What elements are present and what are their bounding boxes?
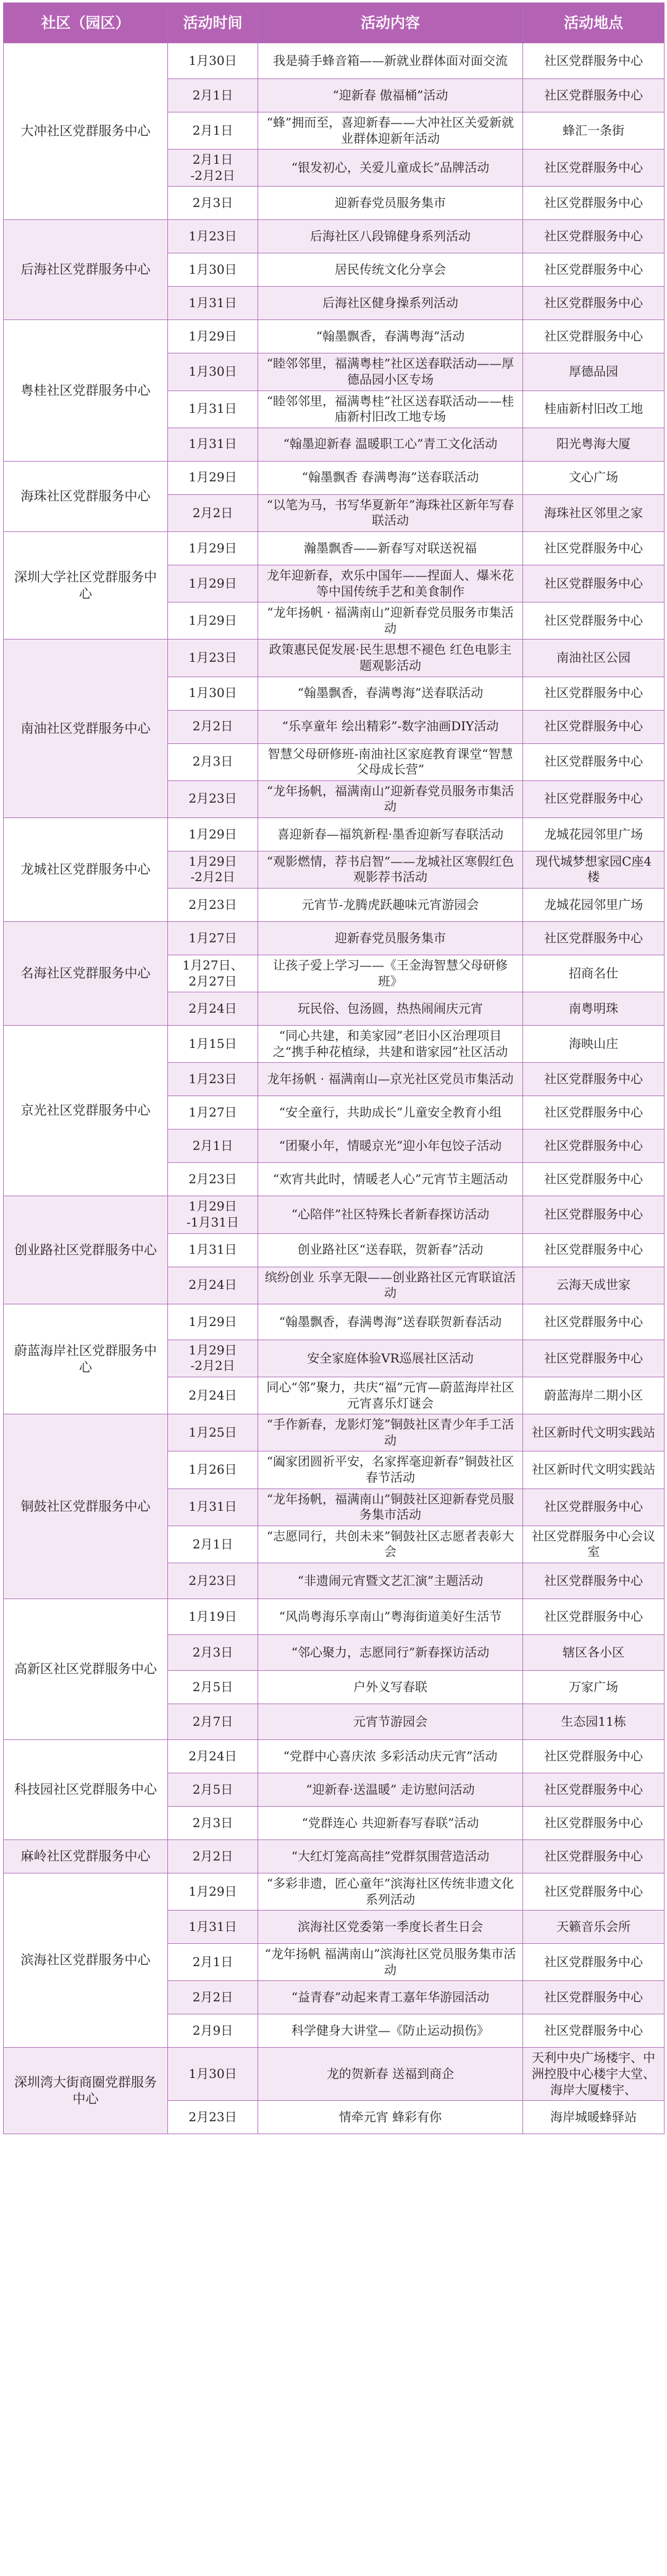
table-row: [4, 817, 665, 851]
activity-place: 社区党群服务中心: [523, 287, 665, 320]
activity-content: “翰墨飘香，春满粤海”活动: [258, 320, 523, 353]
table-row: [4, 461, 665, 494]
activity-place: 社区党群服务中心: [523, 677, 665, 710]
table-row: [4, 2048, 665, 2101]
activity-time: 2月3日: [168, 743, 258, 780]
activity-time: 2月7日: [168, 1704, 258, 1739]
activity-time: 2月9日: [168, 2014, 258, 2048]
activity-place: 社区新时代文明实践站: [523, 1414, 665, 1451]
activity-time: 1月30日: [168, 2048, 258, 2101]
activity-place: 辖区各小区: [523, 1634, 665, 1670]
activity-place: 天籁音乐会所: [523, 1911, 665, 1944]
table-row: [4, 1598, 665, 1634]
activity-place: 社区党群服务中心: [523, 150, 665, 187]
activity-time: 1月29日: [168, 565, 258, 602]
activity-place: 社区党群服务中心会议室: [523, 1526, 665, 1563]
activity-time: 2月1日: [168, 1526, 258, 1563]
activity-place: 文心广场: [523, 461, 665, 494]
activity-content: “龙年扬帆，福满南山”迎新春党员服务市集活动: [258, 780, 523, 817]
table-row: [4, 922, 665, 955]
activity-place: 社区党群服务中心: [523, 1839, 665, 1873]
activity-content: “心陪伴”社区特殊长者新春探访活动: [258, 1196, 523, 1233]
activity-content: “龙年扬帆 · 福满南山”迎新春党员服务市集活动: [258, 602, 523, 640]
activity-place: 社区党群服务中心: [523, 743, 665, 780]
community-name: 京光社区党群服务中心: [4, 1026, 168, 1196]
activity-time: 1月30日: [168, 677, 258, 710]
activity-place: 阳光粤海大厦: [523, 428, 665, 461]
activity-content: “乐享童年 绘出精彩”-数字油画DIY活动: [258, 710, 523, 743]
activity-content: “党群中心喜庆浓 多彩活动庆元宵”活动: [258, 1739, 523, 1773]
header-time: 活动时间: [168, 3, 258, 43]
activity-content: “团聚小年，情暖京光”迎小年包饺子活动: [258, 1130, 523, 1163]
activity-place: 社区党群服务中心: [523, 1096, 665, 1130]
community-name: 名海社区党群服务中心: [4, 922, 168, 1026]
activity-time: 1月15日: [168, 1026, 258, 1063]
activity-content: 政策惠民促发展·民生思想不褪色 红色电影主题观影活动: [258, 640, 523, 677]
activity-time: 2月24日: [168, 992, 258, 1026]
activity-place: 社区党群服务中心: [523, 1773, 665, 1806]
activity-content: “大红灯笼高高挂”党群氛围营造活动: [258, 1839, 523, 1873]
activity-time: 1月29日 -2月2日: [168, 1340, 258, 1377]
activity-place: 社区党群服务中心: [523, 1944, 665, 1981]
activity-content: 元宵节游园会: [258, 1704, 523, 1739]
activity-place: 南粤明珠: [523, 992, 665, 1026]
community-name: 后海社区党群服务中心: [4, 220, 168, 320]
activity-place: 社区党群服务中心: [523, 1304, 665, 1340]
activity-time: 2月2日: [168, 1839, 258, 1873]
activity-content: “安全童行，共助成长”儿童安全教育小组: [258, 1096, 523, 1130]
activity-content: “邻心聚力，志愿同行”新春探访活动: [258, 1634, 523, 1670]
activity-time: 2月2日: [168, 710, 258, 743]
activity-time: 1月29日: [168, 1873, 258, 1910]
activity-place: 社区党群服务中心: [523, 1130, 665, 1163]
activity-time: 2月1日: [168, 1130, 258, 1163]
activity-place: 社区党群服务中心: [523, 1489, 665, 1526]
community-name: 深圳湾大街商圈党群服务中心: [4, 2048, 168, 2134]
table-row: [4, 43, 665, 79]
activity-place: 社区党群服务中心: [523, 220, 665, 253]
activity-place: 社区党群服务中心: [523, 79, 665, 112]
activity-time: 2月3日: [168, 1806, 258, 1839]
activity-time: 1月27日、 2月27日: [168, 955, 258, 992]
activity-content: 安全家庭体验VR巡展社区活动: [258, 1340, 523, 1377]
activity-time: 1月29日: [168, 461, 258, 494]
activity-content: “欢宵共此时，情暖老人心”元宵节主题活动: [258, 1163, 523, 1196]
activity-time: 1月30日: [168, 353, 258, 391]
activity-time: 1月29日: [168, 531, 258, 565]
activity-place: 生态园11栋: [523, 1704, 665, 1739]
activity-content: 智慧父母研修班-南油社区家庭教育课堂“智慧父母成长营”: [258, 743, 523, 780]
header-content: 活动内容: [258, 3, 523, 43]
activity-time: 2月5日: [168, 1670, 258, 1704]
table-row: [4, 1873, 665, 1910]
activity-time: 2月5日: [168, 1773, 258, 1806]
activity-content: 后海社区健身操系列活动: [258, 287, 523, 320]
activity-time: 2月3日: [168, 187, 258, 220]
community-name: 大冲社区党群服务中心: [4, 43, 168, 220]
activity-content: “多彩非遗，匠心童年”滨海社区传统非遗文化系列活动: [258, 1873, 523, 1910]
activity-time: 2月23日: [168, 1563, 258, 1598]
activity-place: 社区党群服务中心: [523, 531, 665, 565]
activity-time: 2月3日: [168, 1634, 258, 1670]
activity-place: 社区党群服务中心: [523, 1981, 665, 2014]
activity-place: 云海天成世家: [523, 1267, 665, 1304]
activity-place: 社区党群服务中心: [523, 253, 665, 287]
activity-time: 1月31日: [168, 428, 258, 461]
activity-time: 2月1日: [168, 1944, 258, 1981]
activity-place: 社区党群服务中心: [523, 1063, 665, 1096]
activity-time: 1月29日 -1月31日: [168, 1196, 258, 1233]
activity-place: 社区党群服务中心: [523, 320, 665, 353]
activity-content: 情牵元宵 蜂彩有你: [258, 2101, 523, 2134]
activity-content: 居民传统文化分享会: [258, 253, 523, 287]
table-row: [4, 1739, 665, 1773]
activity-content: “益青春”动起来青工嘉年华游园活动: [258, 1981, 523, 2014]
activity-place: 社区党群服务中心: [523, 565, 665, 602]
activity-content: 龙年扬帆 · 福满南山—京光社区党员市集活动: [258, 1063, 523, 1096]
activity-content: “银发初心，关爱儿童成长”品牌活动: [258, 150, 523, 187]
community-name: 铜鼓社区党群服务中心: [4, 1414, 168, 1599]
header-row: [4, 3, 665, 43]
activity-time: 1月31日: [168, 391, 258, 428]
activity-time: 2月23日: [168, 2101, 258, 2134]
activity-place: 招商名仕: [523, 955, 665, 992]
activity-content: “翰墨迎新春 温暖职工心”青工文化活动: [258, 428, 523, 461]
activity-time: 2月23日: [168, 1163, 258, 1196]
activity-place: 南油社区公园: [523, 640, 665, 677]
table-row: [4, 531, 665, 565]
activity-time: 2月2日: [168, 1981, 258, 2014]
activity-time: 2月24日: [168, 1377, 258, 1414]
activity-content: “志愿同行，共创未来”铜鼓社区志愿者表彰大会: [258, 1526, 523, 1563]
activity-time: 1月23日: [168, 1063, 258, 1096]
table-row: [4, 220, 665, 253]
activity-place: 厚德品园: [523, 353, 665, 391]
activity-content: “迎新春·送温暖” 走访慰问活动: [258, 1773, 523, 1806]
community-name: 南油社区党群服务中心: [4, 640, 168, 818]
activity-place: 社区党群服务中心: [523, 1563, 665, 1598]
activity-content: 同心“邻”聚力，共庆“福”元宵—蔚蓝海岸社区元宵喜乐灯谜会: [258, 1377, 523, 1414]
table-row: [4, 1026, 665, 1063]
activity-time: 1月31日: [168, 287, 258, 320]
activity-content: 元宵节-龙腾虎跃趣味元宵游园会: [258, 889, 523, 922]
activity-place: 社区党群服务中心: [523, 43, 665, 79]
community-name: 麻岭社区党群服务中心: [4, 1839, 168, 1873]
activity-time: 2月24日: [168, 1267, 258, 1304]
activity-place: 龙城花园邻里广场: [523, 817, 665, 851]
activity-place: 海映山庄: [523, 1026, 665, 1063]
activity-time: 1月23日: [168, 220, 258, 253]
activity-schedule-table: [3, 2, 665, 2134]
activity-content: “以笔为马，书写华夏新年”海珠社区新年写春联活动: [258, 494, 523, 531]
activity-content: 龙的贺新春 送福到商企: [258, 2048, 523, 2101]
activity-place: 社区党群服务中心: [523, 187, 665, 220]
activity-place: 社区党群服务中心: [523, 710, 665, 743]
activity-place: 龙城花园邻里广场: [523, 889, 665, 922]
community-name: 深圳大学社区党群服务中心: [4, 531, 168, 639]
activity-content: 我是骑手蜂音箱——新就业群体面对面交流: [258, 43, 523, 79]
activity-time: 1月30日: [168, 253, 258, 287]
activity-place: 社区党群服务中心: [523, 1340, 665, 1377]
community-name: 蔚蓝海岸社区党群服务中心: [4, 1304, 168, 1414]
activity-place: 海珠社区邻里之家: [523, 494, 665, 531]
activity-place: 社区党群服务中心: [523, 1196, 665, 1233]
table-row: [4, 1196, 665, 1233]
activity-time: 1月29日: [168, 1304, 258, 1340]
activity-time: 1月31日: [168, 1233, 258, 1267]
activity-place: 万家广场: [523, 1670, 665, 1704]
activity-content: “龙年扬帆 福满南山”滨海社区党员服务集市活动: [258, 1944, 523, 1981]
activity-time: 1月29日: [168, 320, 258, 353]
community-name: 海珠社区党群服务中心: [4, 461, 168, 531]
community-name: 滨海社区党群服务中心: [4, 1873, 168, 2047]
schedule-body: [4, 43, 665, 2134]
activity-place: 社区党群服务中心: [523, 922, 665, 955]
activity-content: “蜂”拥而至，喜迎新春——大冲社区关爱新就业群体迎新年活动: [258, 112, 523, 150]
activity-time: 1月30日: [168, 43, 258, 79]
activity-content: 迎新春党员服务集市: [258, 187, 523, 220]
community-name: 科技园社区党群服务中心: [4, 1739, 168, 1839]
activity-time: 1月31日: [168, 1489, 258, 1526]
activity-content: “观影燃情，荐书启智”——龙城社区寒假红色观影荐书活动: [258, 851, 523, 888]
community-name: 高新区社区党群服务中心: [4, 1598, 168, 1739]
table-row: [4, 640, 665, 677]
activity-time: 2月1日 -2月2日: [168, 150, 258, 187]
activity-place: 社区党群服务中心: [523, 2014, 665, 2048]
activity-time: 2月23日: [168, 780, 258, 817]
activity-content: 瀚墨飘香——新春写对联送祝福: [258, 531, 523, 565]
activity-content: 后海社区八段锦健身系列活动: [258, 220, 523, 253]
activity-content: 喜迎新春—福筑新程·墨香迎新写春联活动: [258, 817, 523, 851]
activity-time: 1月25日: [168, 1414, 258, 1451]
activity-place: 社区党群服务中心: [523, 1806, 665, 1839]
activity-place: 社区党群服务中心: [523, 602, 665, 640]
activity-time: 2月1日: [168, 79, 258, 112]
activity-time: 1月31日: [168, 1911, 258, 1944]
activity-content: “风尚粤海乐享南山”粤海街道美好生活节: [258, 1598, 523, 1634]
activity-content: 龙年迎新春，欢乐中国年——捏面人、爆米花等中国传统手艺和美食制作: [258, 565, 523, 602]
activity-place: 蔚蓝海岸二期小区: [523, 1377, 665, 1414]
activity-content: 科学健身大讲堂—《防止运动损伤》: [258, 2014, 523, 2048]
activity-place: 现代城梦想家园C座4楼: [523, 851, 665, 888]
activity-content: “龙年扬帆，福满南山”铜鼓社区迎新春党员服务集市活动: [258, 1489, 523, 1526]
activity-content: 滨海社区党委第一季度长者生日会: [258, 1911, 523, 1944]
activity-time: 1月29日 -2月2日: [168, 851, 258, 888]
table-row: [4, 1839, 665, 1873]
activity-time: 2月24日: [168, 1739, 258, 1773]
header-place: 活动地点: [523, 3, 665, 43]
activity-content: 让孩子爱上学习——《王金海智慧父母研修班》: [258, 955, 523, 992]
header-community: 社区（园区）: [4, 3, 168, 43]
activity-place: 蜂汇一条街: [523, 112, 665, 150]
activity-content: “翰墨飘香，春满粤海”送春联活动: [258, 677, 523, 710]
activity-place: 社区党群服务中心: [523, 1873, 665, 1910]
activity-time: 1月26日: [168, 1451, 258, 1489]
activity-content: 玩民俗、包汤圆，热热闹闹庆元宵: [258, 992, 523, 1026]
activity-content: 缤纷创业 乐享无限——创业路社区元宵联谊活动: [258, 1267, 523, 1304]
table-row: [4, 1414, 665, 1451]
activity-content: 创业路社区“送春联，贺新春”活动: [258, 1233, 523, 1267]
activity-place: 天利中央广场楼宇、中洲控股中心楼宇大堂、海岸大厦楼宇、: [523, 2048, 665, 2101]
activity-time: 2月2日: [168, 494, 258, 531]
activity-place: 社区党群服务中心: [523, 1739, 665, 1773]
activity-time: 1月23日: [168, 640, 258, 677]
activity-content: “翰墨飘香 春满粤海”送春联活动: [258, 461, 523, 494]
activity-content: “同心共建，和美家园”老旧小区治理项目之“携手种花植绿，共建和谐家园”社区活动: [258, 1026, 523, 1063]
community-name: 龙城社区党群服务中心: [4, 817, 168, 921]
activity-content: “手作新春，龙影灯笼”铜鼓社区青少年手工活动: [258, 1414, 523, 1451]
activity-time: 1月29日: [168, 602, 258, 640]
activity-content: “睦邻邻里，福满粤桂”社区送春联活动——厚德品园小区专场: [258, 353, 523, 391]
activity-place: 社区新时代文明实践站: [523, 1451, 665, 1489]
activity-place: 社区党群服务中心: [523, 780, 665, 817]
table-row: [4, 320, 665, 353]
community-name: 粤桂社区党群服务中心: [4, 320, 168, 461]
activity-content: “非遗闹元宵暨文艺汇演”主题活动: [258, 1563, 523, 1598]
table-row: [4, 1304, 665, 1340]
activity-content: 户外义写春联: [258, 1670, 523, 1704]
activity-place: 社区党群服务中心: [523, 1163, 665, 1196]
activity-time: 2月1日: [168, 112, 258, 150]
community-name: 创业路社区党群服务中心: [4, 1196, 168, 1304]
activity-time: 1月27日: [168, 1096, 258, 1130]
activity-place: 海岸城暖蜂驿站: [523, 2101, 665, 2134]
activity-time: 2月23日: [168, 889, 258, 922]
activity-content: “党群连心 共迎新春写春联”活动: [258, 1806, 523, 1839]
activity-place: 桂庙新村旧改工地: [523, 391, 665, 428]
activity-content: “睦邻邻里，福满粤桂”社区送春联活动——桂庙新村旧改工地专场: [258, 391, 523, 428]
activity-content: “翰墨飘香，春满粤海”送春联贺新春活动: [258, 1304, 523, 1340]
activity-time: 1月29日: [168, 817, 258, 851]
activity-content: “迎新春 傲福桶”活动: [258, 79, 523, 112]
activity-content: 迎新春党员服务集市: [258, 922, 523, 955]
activity-place: 社区党群服务中心: [523, 1233, 665, 1267]
activity-time: 1月27日: [168, 922, 258, 955]
activity-place: 社区党群服务中心: [523, 1598, 665, 1634]
activity-time: 1月19日: [168, 1598, 258, 1634]
activity-content: “阖家团圆祈平安，名家挥毫迎新春”铜鼓社区春节活动: [258, 1451, 523, 1489]
